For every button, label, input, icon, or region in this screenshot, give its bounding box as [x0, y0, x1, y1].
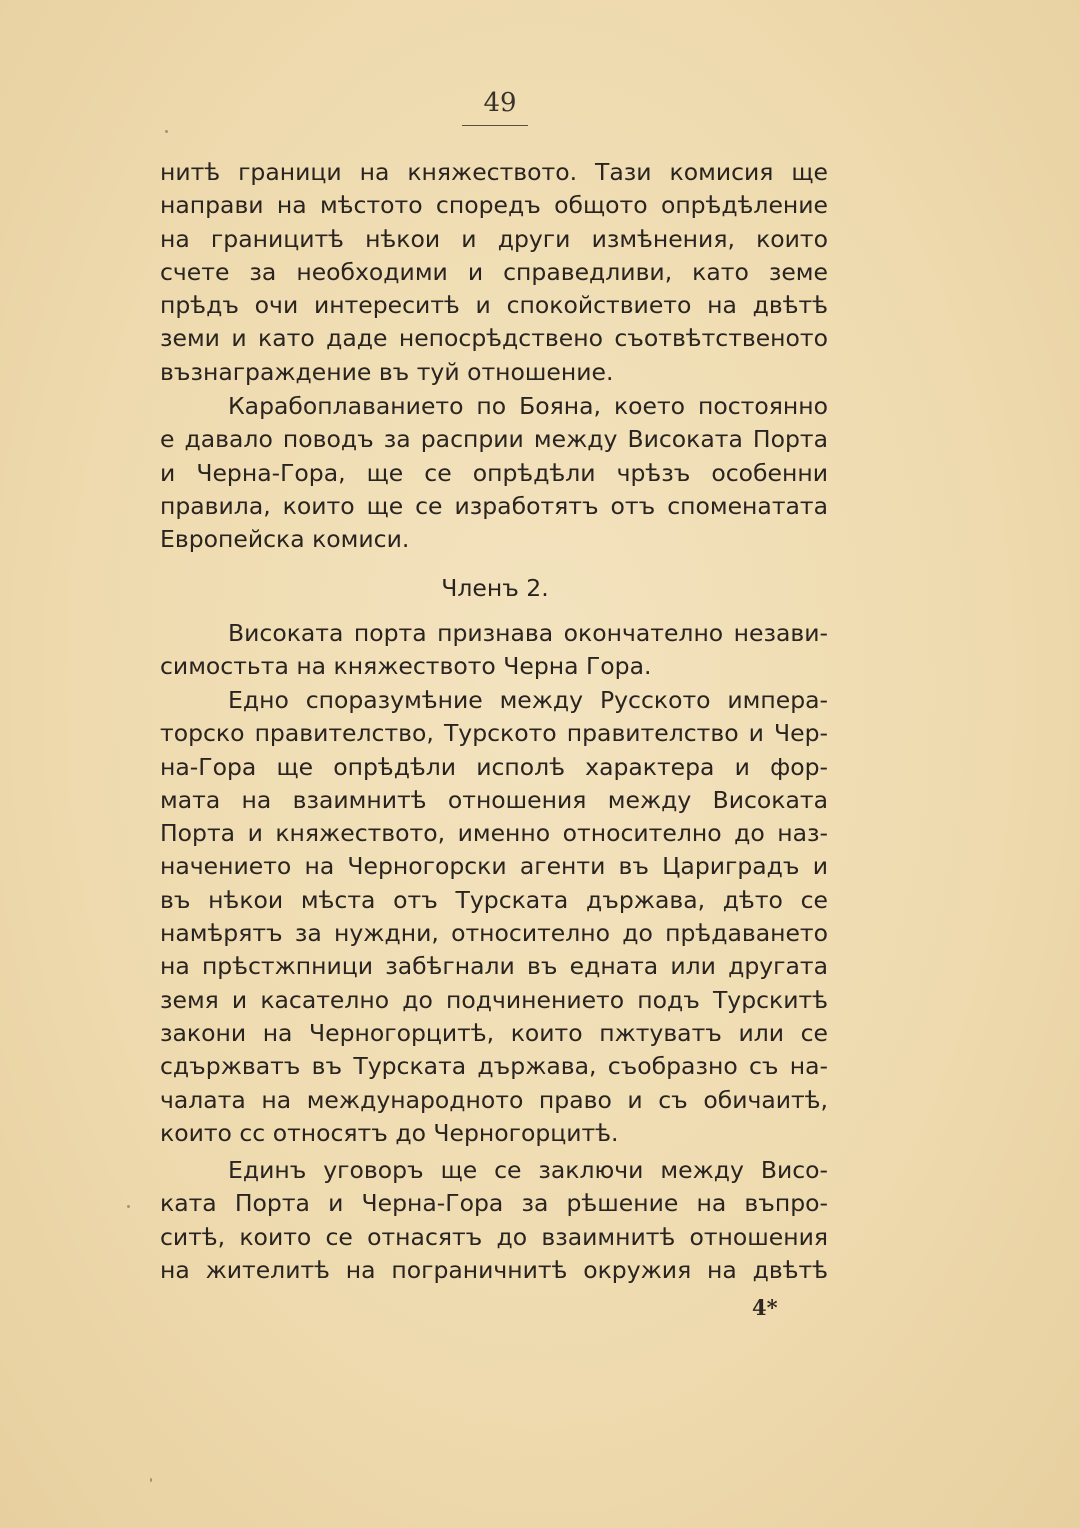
paragraph-3 — [160, 617, 828, 684]
paragraph-5 — [160, 1154, 828, 1287]
text-line: начението на Черногорски агенти въ Цариградъ и — [160, 852, 828, 881]
text-line: закони на Черногорцитѣ, които пжтуватъ или се — [160, 1018, 828, 1047]
page-number: 49 — [483, 88, 517, 118]
text-line: нитѣ граници на княжеството. Тази комисия ще — [160, 158, 828, 186]
text-line: на границитѣ нѣкои и други измѣнения, които — [160, 224, 828, 253]
text-line: счете за необходими и справедливи, като земе — [160, 257, 828, 286]
text-line: Едно споразумѣние между Русското импера- — [228, 686, 828, 714]
paper-speck — [165, 130, 168, 133]
text-line: и Черна-Гора, ще се опрѣдѣли чрѣзъ особенни — [160, 458, 828, 487]
text-line: Високата порта признава окончателно незави- — [228, 619, 828, 647]
text-line: земя и касателно до подчинението подъ Турскитѣ — [160, 985, 828, 1014]
text-line: чалата на международното право и съ обичаитѣ, — [160, 1085, 828, 1114]
paragraph-4 — [160, 684, 828, 1150]
text-line: сдържватъ въ Турската държава, съобразно съ на- — [160, 1052, 828, 1081]
text-line: на прѣстжпници забѣгнали въ едната или другата — [160, 952, 828, 981]
paragraph-1 — [160, 156, 828, 389]
text-line: ситѣ, които се отнасятъ до взаимнитѣ отношения — [160, 1222, 828, 1251]
text-line: Единъ уговоръ ще се заключи между Висо- — [228, 1156, 828, 1184]
text-line: на-Гора ще опрѣдѣли исполѣ характера и фор- — [160, 752, 828, 781]
text-line: е давало поводъ за расприи между Високата Порта — [160, 425, 828, 454]
text-line: на жителитѣ на пограничнитѣ окружия на двѣтѣ — [160, 1255, 828, 1284]
text-line: въ нѣкои мѣста отъ Турската държава, дѣто се — [160, 885, 828, 914]
text-line: ката Порта и Черна-Гора за рѣшение на въпро- — [160, 1189, 828, 1218]
text-line: торско правителство, Турското правителство и Чер- — [160, 719, 828, 748]
paper-speck — [127, 1205, 130, 1208]
text-line: Порта и княжеството, именно относително до наз- — [160, 819, 828, 848]
text-line: възнаграждение въ туй отношение. — [160, 357, 614, 386]
text-line: прѣдъ очи интереситѣ и спокойствието на двѣтѣ — [160, 291, 828, 320]
text-line: мата на взаимнитѣ отношения между Високата — [160, 785, 828, 814]
article-heading: Членъ 2. — [441, 574, 549, 602]
text-line: намѣрятъ за нуждни, относително до прѣдаването — [160, 919, 828, 948]
signature-mark: 4* — [752, 1295, 778, 1320]
text-line: направи на мѣстото споредъ общото опрѣдѣление — [160, 191, 828, 220]
text-line: симостьта на княжеството Черна Гора. — [160, 652, 652, 681]
paragraph-2 — [160, 390, 828, 556]
text-line: правила, които ще се изработятъ отъ споменатата — [160, 491, 828, 520]
text-line: земи и като даде непосрѣдствено съотвѣтственото — [160, 324, 828, 353]
paper-speck — [150, 1478, 152, 1482]
page-number-rule — [462, 125, 528, 126]
text-line: които сс относятъ до Черногорцитѣ. — [160, 1118, 619, 1147]
text-line: Карабоплаванието по Бояна, което постоянно — [228, 392, 828, 420]
text-line: Европейска комиси. — [160, 525, 410, 554]
